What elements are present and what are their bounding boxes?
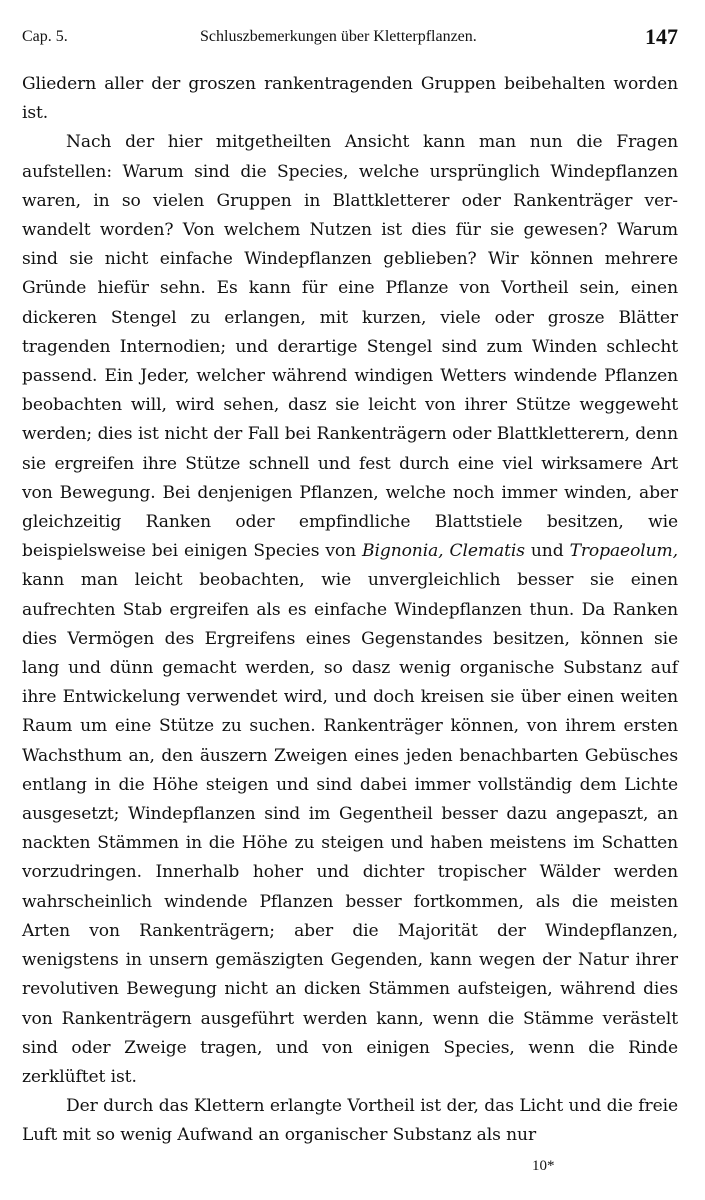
paragraph-advantage: Der durch das Klettern erlangte Vortheil ist der, das Licht und die freie Luft mit so wenig Aufwand an organischer Substanz als nur (22, 1096, 678, 1146)
paragraph-climbing-questions (22, 128, 678, 1092)
genus-name-tropaeolum: Tropaeolum, (569, 541, 678, 562)
running-header (22, 26, 680, 56)
page-number: 147 (645, 24, 678, 49)
printer-signature-mark: 10* (532, 1158, 555, 1174)
paragraph-text-part1: Nach der hier mitgetheilten Ansicht kann man nun die Fragen aufstellen: Warum sind die Species, welche ursprünglich Windepflanzen waren, in so vielen Gruppen in Blattkletterer oder Rankenträger verwandelt worden? Von welchem Nutzen ist dies für sie gewesen? Warum sind sie nicht einfache Windepflanzen geblieben? Wir können mehrere Gründe hiefür sehn. Es kann für eine Pflanze von Vortheil sein, einen dickeren Stengel zu erlangen, mit kurzen, viele oder grosze Blätter tragenden Internodien; und derartige Stengel sind zum Winden schlecht passend. Ein Jeder, welcher während windigen Wetters windende Pflanzen beobachten will, wird sehen, dasz sie leicht von ihrer Stütze weggeweht werden; dies ist nicht der Fall bei Rankenträgern oder Blattkletterern, denn sie ergreifen ihre Stütze schnell und fest durch eine viel wirksamere Art von Bewegung. Bei denjenigen Pflanzen, welche noch immer winden, aber gleichzeitig Ranken oder empfindliche Blattstiele besitzen, wie beispielsweise bei einigen Species von (22, 132, 678, 562)
genus-name-clematis: Clematis (449, 541, 525, 562)
genus-name-bignonia: Bignonia, (362, 541, 444, 562)
main-text (22, 70, 678, 1151)
paragraph-continuation: Gliedern aller der groszen rankentragenden Gruppen beibehalten worden ist. (22, 74, 678, 124)
paragraph-text-part2: kann man leicht beobachten, wie unvergleichlich besser sie einen aufrechten Stab ergreifen als es einfache Windepflanzen thun. Da Ranken dies Vermögen des Ergreifens eines Gegenstandes besitzen, können sie lang und dünn gemacht werden, so dasz wenig organische Substanz auf ihre Entwickelung verwendet wird, und doch kreisen sie über einen weiten Raum um eine Stütze zu suchen. Rankenträger können, von ihrem ersten Wachsthum an, den äuszern Zweigen eines jeden benachbarten Gebüsches entlang in die Höhe steigen und sind dabei immer vollständig dem Lichte ausgesetzt; Windepflanzen sind im Gegentheil besser dazu angepaszt, an nackten Stämmen in die Höhe zu steigen und haben meistens im Schatten vorzudringen. Innerhalb hoher und dichter tropischer Wälder werden wahrscheinlich windende Pflanzen besser fortkommen, als die meisten Arten von Rankenträgern; aber die Majorität der Windepflanzen, wenigstens in unsern gemäszigten Gegenden, kann wegen der Natur ihrer revolutiven Bewegung nicht an dicken Stämmen aufsteigen, während dies von Rankenträgern ausgeführt werden kann, wenn die Stämme verästelt sind oder Zweige tragen, und von einigen Species, wenn die Rinde zerklüftet ist. (22, 570, 678, 1087)
conjunction-text: und (530, 541, 564, 562)
chapter-label: Cap. 5. (22, 28, 68, 45)
running-title: Schluszbemerkungen über Kletterpflanzen. (200, 28, 477, 45)
